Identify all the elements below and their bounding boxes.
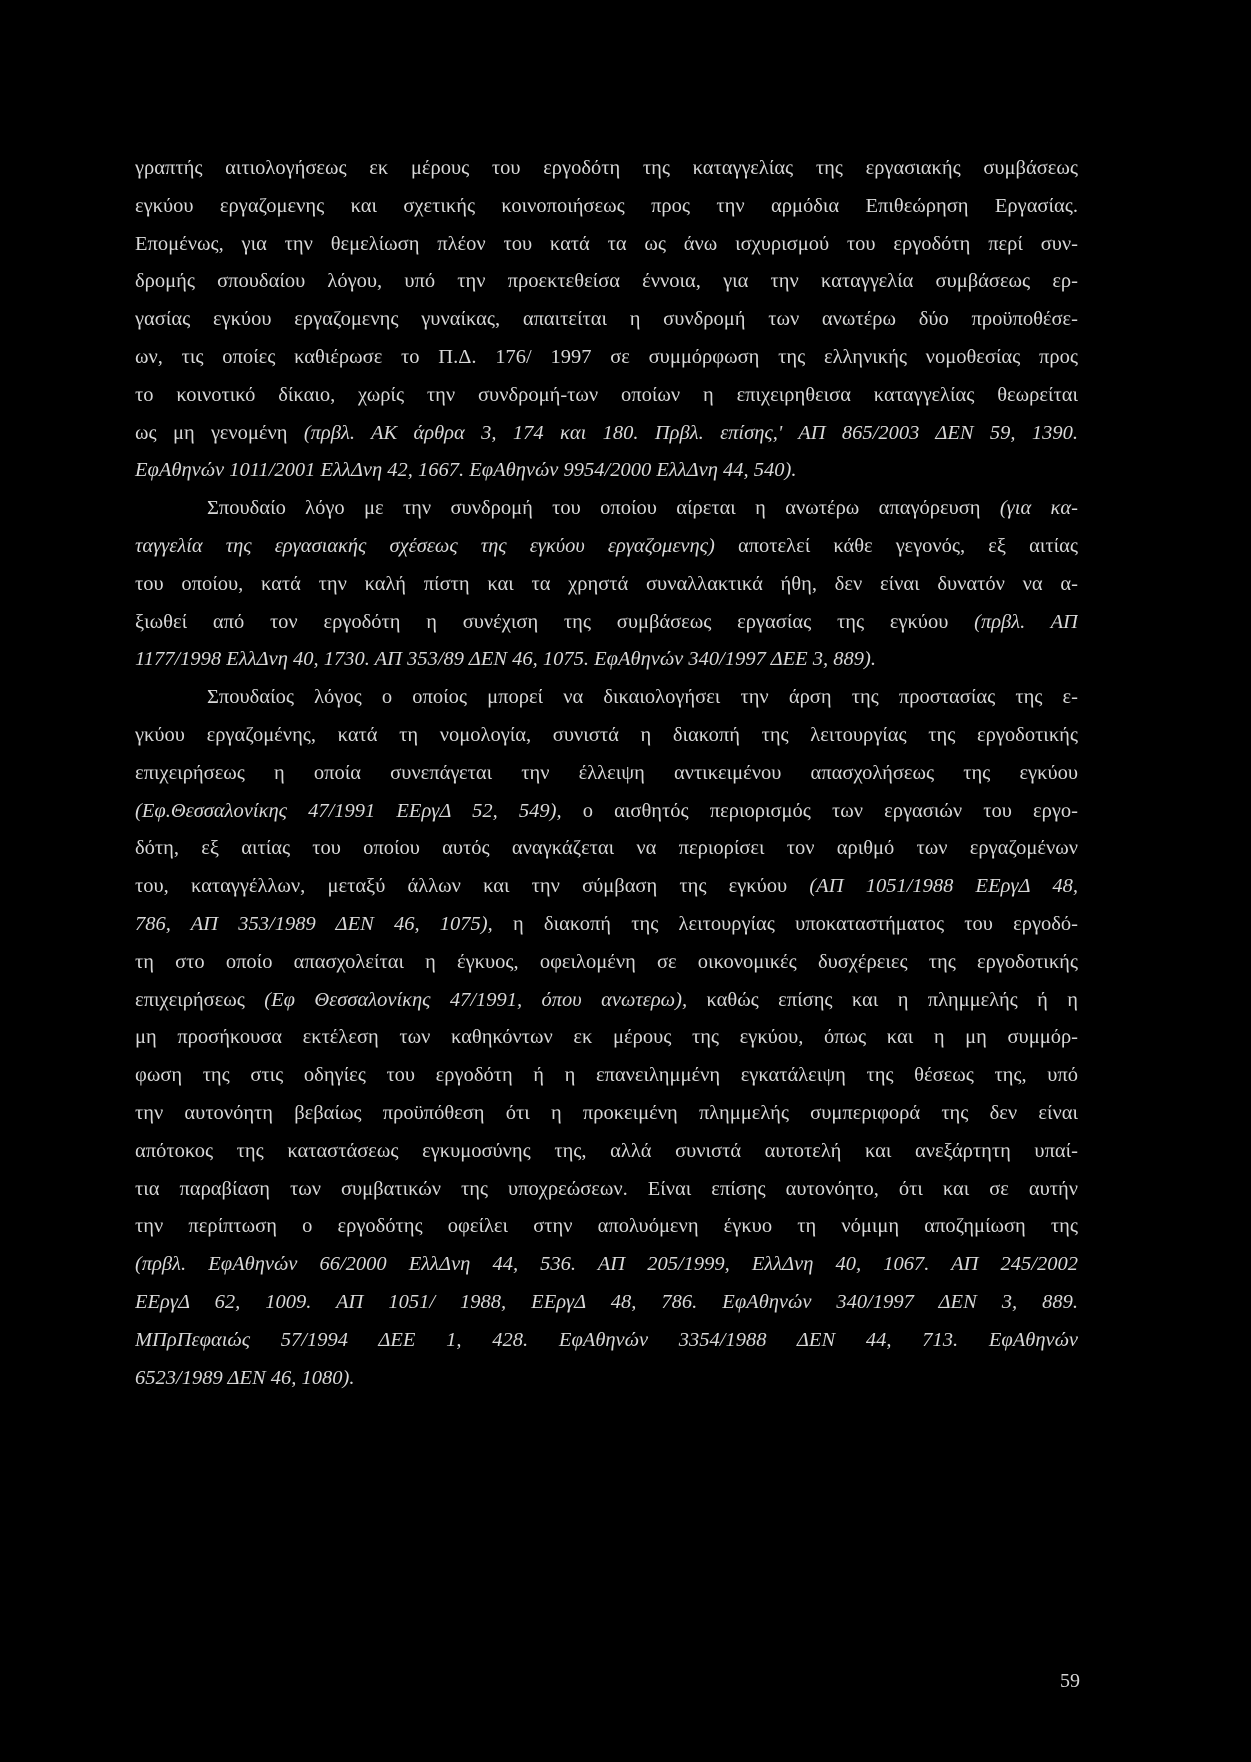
text-line: [135, 868, 1078, 906]
body-text-segment: Σπουδαίο λόγο με την συνδρομή του οποίου αίρεται η ανωτέρω απαγόρευση: [207, 497, 1000, 520]
text-line: [135, 793, 1078, 831]
citation-text: (για κα-: [999, 497, 1078, 520]
text-line: [135, 982, 1078, 1020]
body-text-segment: η διακοπή της λειτουργίας υποκαταστήματος του εργοδό-: [492, 912, 1078, 935]
text-line: [135, 301, 1078, 339]
citation-text: ΕΕργΔ 62, 1009. ΑΠ 1051/ 1988, ΕΕργΔ 48, 786. ΕφΑθηνών 340/1997 ΔΕΝ 3, 889.: [135, 1290, 1078, 1313]
citation-text: (Εφ Θεσσαλονίκης 47/1991, όπου ανωτερω),: [264, 988, 688, 1011]
body-text-segment: το κοινοτικό δίκαιο, χωρίς την συνδρομή-των οποίων η επιχειρηθεισα καταγγελίας θεωρείται: [135, 383, 1078, 406]
body-text-segment: επιχειρήσεως η οποία συνεπάγεται την έλλειψη αντικειμένου απασχολήσεως της εγκύου: [135, 761, 1078, 784]
citation-text: ΕφΑθηνών 1011/2001 ΕλλΔνη 42, 1667. ΕφΑθηνών 9954/2000 ΕλλΔνη 44, 540).: [135, 459, 797, 482]
text-line: [135, 1019, 1078, 1057]
body-text-segment: του, καταγγέλλων, μεταξύ άλλων και την σύμβαση της εγκύου: [135, 875, 810, 898]
body-text-segment: γκύου εργαζομένης, κατά τη νομολογία, συνιστά η διακοπή της λειτουργίας της εργοδοτικής: [135, 723, 1078, 746]
text-line: [135, 452, 1078, 490]
body-text-segment: του οποίου, κατά την καλή πίστη και τα χρηστά συναλλακτικά ήθη, δεν είναι δυνατόν να α-: [135, 572, 1078, 595]
citation-text: (πρβλ. ΑΚ άρθρα 3, 174 και 180. Πρβλ. επίσης,' ΑΠ 865/2003 ΔΕΝ 59, 1390.: [303, 421, 1078, 444]
text-line: [135, 226, 1078, 264]
text-line: [135, 188, 1078, 226]
citation-text: (Εφ.Θεσσαλονίκης 47/1991 ΕΕργΔ 52, 549),: [135, 799, 562, 822]
body-text-segment: Επομένως, για την θεμελίωση πλέον του κατά τα ως άνω ισχυρισμού του εργοδότη περί συν-: [135, 232, 1078, 255]
body-text-segment: επιχειρήσεως: [135, 988, 265, 1011]
text-line: [135, 528, 1078, 566]
body-text-segment: ων, τις οποίες καθιέρωσε το Π.Δ. 176/ 1997 σε συμμόρφωση της ελληνικής νομοθεσίας προς: [135, 345, 1078, 368]
text-line: [135, 415, 1078, 453]
citation-text: (πρβλ. ΕφΑθηνών 66/2000 ΕλλΔνη 44, 536. ΑΠ 205/1999, ΕλλΔνη 40, 1067. ΑΠ 245/2002: [135, 1253, 1078, 1276]
body-text-segment: αποτελεί κάθε γεγονός, εξ αιτίας: [714, 534, 1078, 557]
text-line: [135, 717, 1078, 755]
text-line: [135, 1322, 1078, 1360]
citation-text: (ΑΠ 1051/1988 ΕΕργΔ 48,: [809, 875, 1078, 898]
citation-text: 786, ΑΠ 353/1989 ΔΕΝ 46, 1075),: [135, 912, 493, 935]
text-line: [135, 263, 1078, 301]
body-text-segment: εγκύου εργαζομενης και σχετικής κοινοποιήσεως προς την αρμόδια Επιθεώρηση Εργασίας.: [135, 194, 1078, 217]
body-text-segment: τη στο οποίο απασχολείται η έγκυος, οφειλομένη σε οικονομικές δυσχέρειες της εργοδοτικής: [135, 950, 1078, 973]
text-line: [135, 679, 1078, 717]
body-text-segment: ο αισθητός περιορισμός των εργασιών του εργο-: [561, 799, 1078, 822]
text-line: [135, 944, 1078, 982]
text-line: [135, 377, 1078, 415]
text-line: [135, 1057, 1078, 1095]
citation-text: ταγγελία της εργασιακής σχέσεως της εγκύου εργαζομενης): [135, 534, 715, 557]
text-line: [135, 1095, 1078, 1133]
text-line: [135, 490, 1078, 528]
body-text-segment: τια παραβίαση των συμβατικών της υποχρεώσεων. Είναι επίσης αυτονόητο, ότι και σε αυτήν: [135, 1177, 1078, 1200]
text-line: [135, 339, 1078, 377]
body-text-segment: απότοκος της καταστάσεως εγκυμοσύνης της, αλλά συνιστά αυτοτελή και ανεξάρτητη υπαί-: [135, 1139, 1078, 1162]
citation-text: (πρβλ. ΑΠ: [974, 610, 1078, 633]
body-text-segment: την αυτονόητη βεβαίως προϋπόθεση ότι η προκειμένη πλημμελής συμπεριφορά της δεν είναι: [135, 1101, 1078, 1124]
text-line: [135, 604, 1078, 642]
text-line: [135, 150, 1078, 188]
text-line: [135, 1284, 1078, 1322]
body-text-segment: Σπουδαίος λόγος ο οποίος μπορεί να δικαιολογήσει την άρση της προστασίας της ε-: [207, 686, 1078, 709]
text-line: [135, 1360, 1078, 1398]
page-number: 59: [1060, 1670, 1080, 1692]
body-text-segment: ξιωθεί από τον εργοδότη η συνέχιση της συμβάσεως εργασίας της εγκύου: [135, 610, 975, 633]
body-text: [135, 150, 1078, 1397]
text-line: [135, 1133, 1078, 1171]
body-text-segment: γραπτής αιτιολογήσεως εκ μέρους του εργοδότη της καταγγελίας της εργασιακής συμβάσεως: [135, 157, 1078, 179]
citation-text: 6523/1989 ΔΕΝ 46, 1080).: [135, 1366, 355, 1389]
text-line: [135, 1171, 1078, 1209]
text-line: [135, 1208, 1078, 1246]
text-line: [135, 1246, 1078, 1284]
body-text-segment: καθώς επίσης και η πλημμελής ή η: [687, 988, 1078, 1011]
body-text-segment: γασίας εγκύου εργαζομενης γυναίκας, απαιτείται η συνδρομή των ανωτέρω δύο προϋποθέσε-: [135, 308, 1078, 331]
body-text-segment: την περίπτωση ο εργοδότης οφείλει στην απολυόμενη έγκυο τη νόμιμη αποζημίωση της: [135, 1215, 1078, 1238]
text-line: [135, 906, 1078, 944]
text-line: [135, 830, 1078, 868]
citation-text: ΜΠρΠεφαιώς 57/1994 ΔΕΕ 1, 428. ΕφΑθηνών 3354/1988 ΔΕΝ 44, 713. ΕφΑθηνών: [135, 1328, 1078, 1351]
citation-text: 1177/1998 ΕλλΔνη 40, 1730. ΑΠ 353/89 ΔΕΝ 46, 1075. ΕφΑθηνών 340/1997 ΔΕΕ 3, 889).: [135, 648, 876, 671]
body-text-segment: μη προσήκουσα εκτέλεση των καθηκόντων εκ μέρους της εγκύου, όπως και η μη συμμόρ-: [135, 1026, 1078, 1049]
body-text-segment: δότη, εξ αιτίας του οποίου αυτός αναγκάζεται να περιορίσει τον αριθμό των εργαζομένων: [135, 837, 1078, 860]
body-text-segment: φωση της στις οδηγίες του εργοδότη ή η επανειλημμένη εγκατάλειψη της θέσεως της, υπό: [135, 1064, 1078, 1087]
text-line: [135, 641, 1078, 679]
body-text-segment: δρομής σπουδαίου λόγου, υπό την προεκτεθείσα έννοια, για την καταγγελία συμβάσεως ερ-: [135, 270, 1078, 293]
text-line: [135, 566, 1078, 604]
body-text-segment: ως μη γενομένη: [135, 421, 304, 444]
text-line: [135, 755, 1078, 793]
